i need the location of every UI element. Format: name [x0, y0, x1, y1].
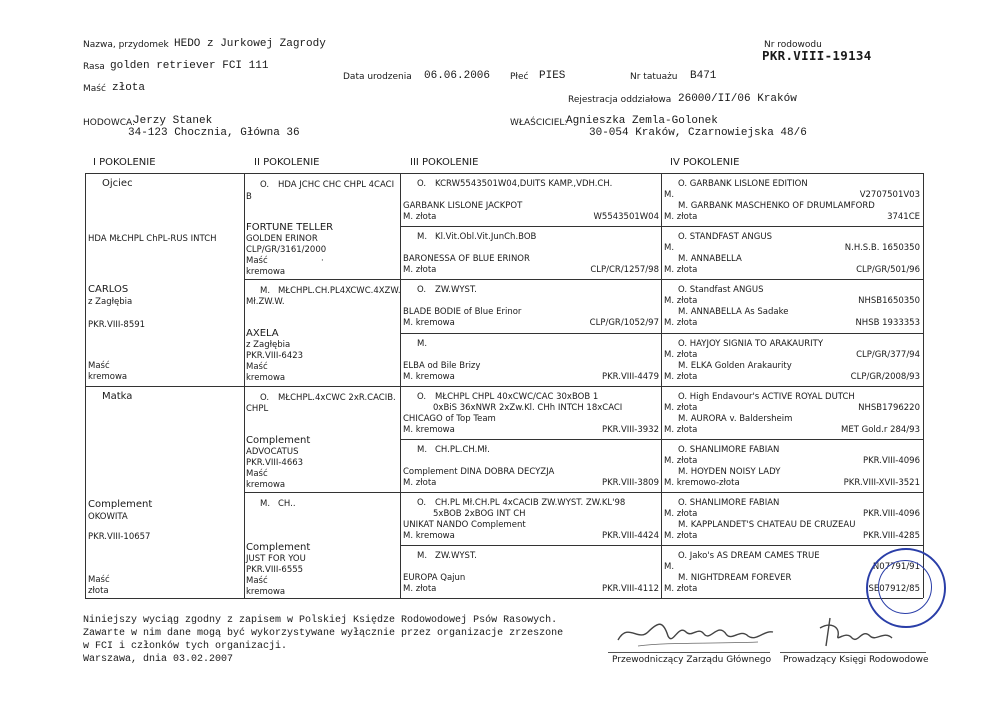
gen3-registration: PKR.VIII-4479 [601, 372, 659, 382]
gen4-sire-registration: V2707501V03 [859, 190, 920, 200]
gen4-sire-colour: M. [664, 190, 675, 200]
sire-colour-label: Maść [88, 361, 110, 371]
gen4-sire-registration: PKR.VIII-4096 [862, 509, 920, 519]
gen2-colour: kremowa [246, 373, 286, 383]
pedigree-number: PKR.VIII-19134 [762, 48, 872, 63]
gen4-sire-registration: N07791/91 [872, 562, 920, 572]
gen3-registration: PKR.VIII-3932 [601, 425, 659, 435]
gen2-titles-cont: B [246, 192, 252, 202]
gen3-cell [403, 495, 659, 544]
breeder-label: HODOWCA: [83, 118, 136, 128]
gen4-cell [664, 336, 920, 385]
gen3-registration: PKR.VIII-3809 [601, 478, 659, 488]
gen2-colour: kremowa [246, 267, 286, 277]
gen4-sire-name: O. SHANLIMORE FABIAN [678, 498, 780, 508]
gen2-registration: PKR.VIII-4663 [246, 458, 304, 468]
dam-colour-label: Maść [88, 575, 110, 585]
dog-name: HEDO z Jurkowej Zagrody [174, 38, 326, 50]
generation-4-heading: IV POKOLENIE [670, 157, 740, 168]
gen4-sire-colour: M. złota [664, 350, 698, 360]
gen4-cell [664, 389, 920, 438]
gen2-registration: PKR.VIII-6423 [246, 351, 304, 361]
footer-date: Warszawa, dnia 03.02.2007 [83, 654, 234, 665]
gen4-dam-colour: M. złota [664, 531, 698, 541]
gen2-cell [246, 282, 401, 384]
gen4-dam-colour: M. złota [664, 584, 698, 594]
gen4-sire-colour: M. [664, 243, 675, 253]
gen3-cell [403, 336, 659, 385]
gen2-sex: M. [260, 499, 271, 509]
dam-colour: złota [88, 586, 109, 596]
gen2-name: AXELA [246, 328, 279, 339]
gen4-cell [664, 495, 920, 544]
sex-value: PIES [539, 70, 566, 82]
gen3-registration: CLP/CR/1257/98 [590, 265, 659, 275]
gen2-name: FORTUNE TELLER [246, 222, 334, 233]
breeder-name: Jerzy Stanek [133, 115, 213, 127]
gen3-registration: W5543501W04 [593, 212, 659, 222]
gen4-sire-name: O. Jako's AS DREAM CAMES TRUE [678, 551, 820, 561]
gen2-name: Complement [246, 542, 311, 553]
gen3-sex: M. [417, 445, 428, 455]
gen4-sire-colour: M. złota [664, 296, 698, 306]
generation-1-heading: I POKOLENIE [93, 157, 156, 168]
gen3-registration: PKR.VIII-4424 [601, 531, 659, 541]
registration-label: Rejestracja oddziałowa [568, 95, 672, 105]
gen4-sire-name: O. High Endavour's ACTIVE ROYAL DUTCH [678, 392, 855, 402]
gen4-dam-colour: M. kremowo-złota [664, 478, 740, 488]
gen3-name: ELBA od Bile Brizy [403, 361, 481, 371]
gen4-dam-name: M. GARBANK MASCHENKO OF DRUMLAMFORD [678, 201, 875, 211]
gen4-sire-name: O. HAYJOY SIGNIA TO ARAKAURITY [678, 339, 824, 349]
gen3-name: UNIKAT NANDO Complement [403, 520, 526, 530]
gen3-name: BARONESSA OF BLUE ERINOR [403, 254, 530, 264]
gen4-dam-name: M. ANNABELLA As Sadake [678, 307, 789, 317]
gen3-colour: M. kremowa [403, 318, 455, 328]
gen2-registration: CLP/GR/3161/2000 [246, 245, 327, 255]
gen3-sex: O. [417, 285, 427, 295]
gen3-titles-cont: 0xBiS 36xNWR 2xZw.Kl. CHh INTCH 18xCACI [433, 403, 623, 413]
gen4-dam-registration: MET Gold.r 284/93 [841, 425, 920, 435]
gen4-cell [664, 282, 920, 331]
signature-chairman [608, 612, 780, 652]
gen3-name: BLADE BODIE of Blue Erinor [403, 307, 522, 317]
gen3-titles: MŁCHPL CHPL 40xCWC/CAC 30xBOB 1 [435, 392, 599, 402]
gen3-cell [403, 389, 659, 438]
gen3-colour: M. złota [403, 265, 437, 275]
gen3-titles: CH.PL.CH.Mł. [435, 445, 490, 455]
gen4-dam-name: M. HOYDEN NOISY LADY [678, 467, 781, 477]
gen4-dam-registration: PKR.VIII-XVII-3521 [843, 478, 920, 488]
owner-address: 30-054 Kraków, Czarnowiejska 48/6 [589, 127, 807, 139]
footer-line-1: Niniejszy wyciąg zgodny z zapisem w Polskiej Księdze Rodowodowej Psów Rasowych. [83, 615, 558, 626]
gen4-dam-name: M. AURORA v. Baldersheim [678, 414, 793, 424]
gen4-sire-name: O. STANDFAST ANGUS [678, 232, 772, 242]
gen3-titles: CH.PL Mł.CH.PL 4xCACIB ZW.WYST. ZW.KL'98 [435, 498, 626, 508]
gen2-name-cont: JUST FOR YOU [246, 554, 306, 564]
gen4-sire-registration: N.H.S.B. 1650350 [844, 243, 920, 253]
sire-colour: kremowa [88, 372, 128, 382]
gen4-dam-colour: M. złota [664, 265, 698, 275]
dam-cell [88, 389, 242, 597]
gen3-colour: M. kremowa [403, 425, 455, 435]
gen2-titles: CH.. [278, 499, 296, 509]
gen4-dam-registration: NHSB 1933353 [855, 318, 920, 328]
gen2-colour-label: Maść [246, 576, 268, 586]
gen2-cell [246, 495, 398, 597]
gen2-sex: O. [260, 180, 270, 190]
gen4-dam-name: M. NIGHTDREAM FOREVER [678, 573, 792, 583]
gen4-dam-colour: M. złota [664, 425, 698, 435]
gen4-sire-registration: NHSB1796220 [858, 403, 920, 413]
gen4-dam-registration: CLP/GR/501/96 [856, 265, 920, 275]
dam-registration: PKR.VIII-10657 [88, 532, 151, 542]
gen3-titles: ZW.WYST. [435, 285, 477, 295]
sire-name: CARLOS [88, 284, 129, 295]
gen3-titles-cont: 5xBOB 2xBOG INT CH [433, 509, 526, 519]
gen3-titles: ZW.WYST. [435, 551, 477, 561]
gen3-colour: M. złota [403, 478, 437, 488]
pedigree-number-label: Nr rodowodu [764, 40, 822, 50]
signature-chairman-label: Przewodniczący Zarządu Głównego [612, 655, 772, 665]
gen4-sire-name: O. Standfast ANGUS [678, 285, 764, 295]
sire-cell [88, 176, 242, 384]
gen4-dam-colour: M. złota [664, 372, 698, 382]
gen3-cell [403, 282, 659, 331]
gen4-dam-name: M. ANNABELLA [678, 254, 742, 264]
gen4-sire-registration: CLP/GR/377/94 [856, 350, 920, 360]
sire-heading: Ojciec [102, 178, 133, 189]
gen3-cell [403, 548, 659, 597]
gen3-colour: M. kremowa [403, 531, 455, 541]
gen2-name-cont: GOLDEN ERINOR [246, 234, 318, 244]
gen2-colour-label: Maść [246, 362, 268, 372]
gen4-sire-colour: M. złota [664, 403, 698, 413]
gen4-cell [664, 176, 920, 225]
gen4-sire-colour: M. złota [664, 509, 698, 519]
gen4-cell [664, 229, 920, 278]
gen4-sire-name: O. GARBANK LISLONE EDITION [678, 179, 808, 189]
gen3-registration: PKR.VIII-4112 [601, 584, 659, 594]
gen2-cell [246, 176, 398, 278]
dam-kennel: OKOWITA [88, 512, 128, 522]
gen3-sex: M. [417, 232, 428, 242]
gen3-name: CHICAGO of Top Team [403, 414, 496, 424]
gen3-colour: M. złota [403, 212, 437, 222]
sire-registration: PKR.VIII-8591 [88, 320, 146, 330]
gen3-sex: M. [417, 339, 428, 349]
breed-value: golden retriever FCI 111 [110, 60, 269, 72]
gen4-dam-colour: M. złota [664, 212, 698, 222]
gen2-name: Complement [246, 435, 311, 446]
colour-label: Maść [83, 84, 106, 94]
gen3-cell [403, 176, 659, 225]
gen2-name-cont: ADVOCATUS [246, 447, 299, 457]
gen3-name: EUROPA Qajun [403, 573, 466, 583]
owner-name: Agnieszka Zemla-Golonek [566, 115, 718, 127]
gen4-dam-name: M. KAPPLANDET'S CHATEAU DE CRUZEAU [678, 520, 856, 530]
breeder-address: 34-123 Chocznia, Główna 36 [128, 127, 300, 139]
gen2-colour-label: Maść [246, 256, 268, 266]
gen3-colour: M. złota [403, 584, 437, 594]
birth-date: 06.06.2006 [424, 70, 491, 82]
gen4-sire-colour: M. [664, 562, 675, 572]
gen4-cell [664, 442, 920, 491]
tattoo-label: Nr tatuażu [630, 72, 678, 82]
gen2-titles: MŁCHPL.CH.PL4XCWC.4XZW. [278, 286, 401, 296]
gen2-mark: · [321, 256, 324, 266]
gen4-dam-name: M. ELKA Golden Arakaurity [678, 361, 792, 371]
gen2-titles: HDA JCHC CHC CHPL 4CACI [278, 180, 395, 190]
breed-label: Rasa [83, 62, 105, 72]
gen4-dam-registration: CLP/GR/2008/93 [850, 372, 920, 382]
registration-value: 26000/II/06 Kraków [678, 93, 797, 105]
gen3-sex: M. [417, 551, 428, 561]
gen3-sex: O. [417, 498, 427, 508]
footer-line-3: w FCI i członków tych organizacji. [83, 641, 288, 652]
gen4-dam-registration: PKR.VIII-4285 [862, 531, 920, 541]
signature-registrar-label: Prowadzący Księgi Rodowodowe [783, 655, 929, 665]
gen2-colour: kremowa [246, 480, 286, 490]
colour-value: złota [112, 82, 146, 94]
gen2-sex: O. [260, 393, 270, 403]
gen4-dam-colour: M. złota [664, 318, 698, 328]
generation-2-heading: II POKOLENIE [254, 157, 320, 168]
generation-3-heading: III POKOLENIE [410, 157, 479, 168]
gen3-name: GARBANK LISLONE JACKPOT [403, 201, 523, 211]
gen3-colour: M. kremowa [403, 372, 455, 382]
gen2-titles: MŁCHPL.4xCWC 2xR.CACIB. [278, 393, 396, 403]
dam-name: Complement [88, 499, 153, 510]
name-label: Nazwa, przydomek [83, 40, 169, 50]
gen2-colour: kremowa [246, 587, 286, 597]
gen4-dam-registration: 3741CE [887, 212, 920, 222]
tattoo-value: B471 [690, 70, 717, 82]
gen4-sire-colour: M. złota [664, 456, 698, 466]
gen2-registration: PKR.VIII-6555 [246, 565, 304, 575]
sire-titles: HDA MŁCHPL ChPL-RUS INTCH [88, 234, 217, 244]
gen3-name: Complement DINA DOBRA DECYZJA [403, 467, 555, 477]
gen3-titles: Kl.Vit.Obl.Vit.JunCh.BOB [435, 232, 537, 242]
gen4-sire-registration: PKR.VIII-4096 [862, 456, 920, 466]
gen3-registration: CLP/GR/1052/97 [589, 318, 659, 328]
gen2-colour-label: Maść [246, 469, 268, 479]
signature-registrar [790, 612, 920, 652]
gen3-sex: O. [417, 392, 427, 402]
gen3-cell [403, 442, 659, 491]
gen4-sire-name: O. SHANLIMORE FABIAN [678, 445, 780, 455]
sex-label: Płeć [510, 72, 529, 82]
gen2-titles-cont: Mł.ZW.W. [246, 297, 285, 307]
gen3-titles: KCRW5543501W04,DUITS KAMP.,VDH.CH. [435, 179, 613, 189]
gen3-cell [403, 229, 659, 278]
owner-label: WŁAŚCICIEL: [510, 118, 568, 128]
gen2-titles-cont: CHPL [246, 404, 269, 414]
gen2-name-cont: z Zagłębia [246, 340, 291, 350]
sire-kennel: z Zagłębia [88, 297, 133, 307]
gen3-sex: O. [417, 179, 427, 189]
gen4-dam-registration: SE07912/85 [868, 584, 920, 594]
gen2-sex: M. [260, 286, 271, 296]
gen2-cell [246, 389, 398, 491]
gen4-sire-registration: NHSB1650350 [858, 296, 920, 306]
footer-line-2: Zawarte w nim dane mogą być wykorzystywane wyłącznie przez organizacje zrzeszone [83, 628, 564, 639]
dam-heading: Matka [102, 391, 133, 402]
birth-date-label: Data urodzenia [343, 72, 412, 82]
